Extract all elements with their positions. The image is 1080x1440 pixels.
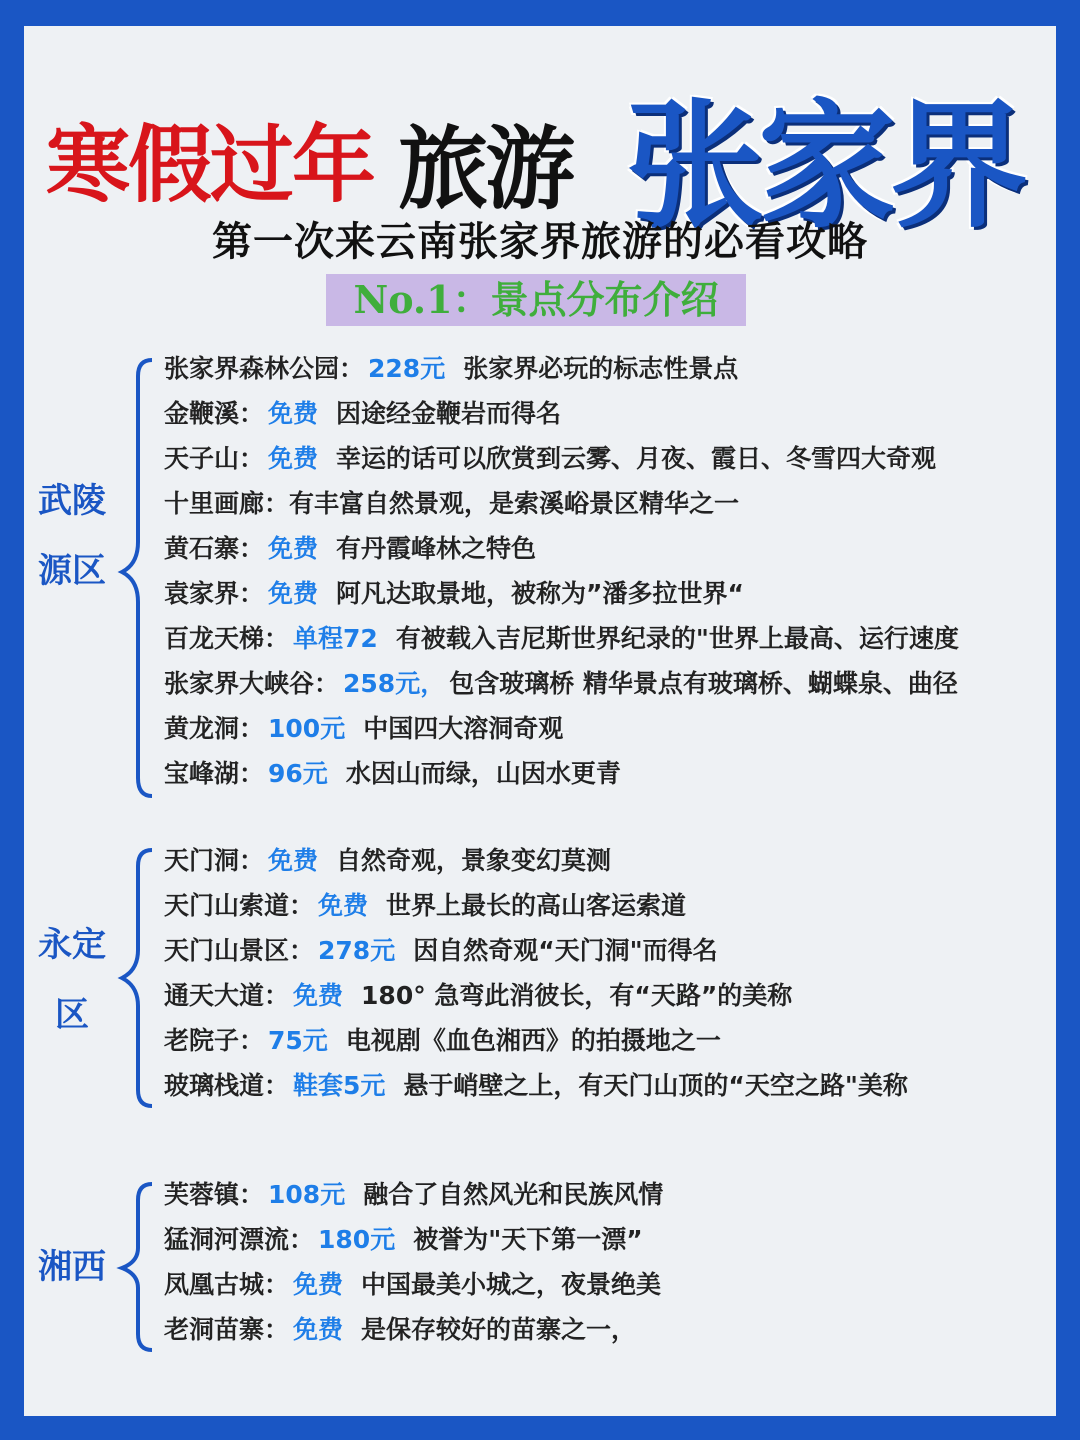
subtitle: 第一次来云南张家界旅游的必看攻略: [212, 219, 868, 265]
list-item: 张家界大峡谷： 258元， 包含玻璃桥 精华景点有玻璃桥、蝴蝶泉、曲径: [164, 669, 958, 698]
list-item: 黄石寨： 免费 有丹霞峰林之特色: [164, 534, 537, 563]
list-item: 袁家界： 免费 阿凡达取景地，被称为”潘多拉世界“: [164, 579, 744, 608]
list-item: 天门山索道： 免费 世界上最长的高山客运索道: [164, 891, 687, 920]
brace-icon: [112, 1172, 162, 1362]
list-item: 金鞭溪： 免费 因途经金鞭岩而得名: [164, 399, 562, 428]
group-yongding: [24, 838, 1056, 1128]
poster: [24, 26, 1056, 1416]
list-item: 百龙天梯： 单程72 有被载入吉尼斯世界纪录的"世界上最高、运行速度: [164, 624, 959, 653]
list-item: 凤凰古城： 免费 中国最美小城之，夜景绝美: [164, 1270, 662, 1299]
section-heading: No.1：景点分布介绍: [326, 274, 746, 326]
list-item: 通天大道： 免费 180° 急弯此消彼长，有“天路”的美称: [164, 981, 793, 1010]
brace-icon: [112, 346, 162, 806]
list-item: 老院子： 75元 电视剧《血色湘西》的拍摄地之一: [164, 1026, 721, 1055]
group-label: 武陵 源区: [38, 481, 106, 591]
list-item: 天门洞： 免费 自然奇观，景象变幻莫测: [164, 846, 612, 875]
list-item: 天子山： 免费 幸运的话可以欣赏到云雾、月夜、霞日、冬雪四大奇观: [164, 444, 937, 473]
list-item: 宝峰湖： 96元 水因山而绿，山因水更青: [164, 759, 621, 788]
list-item: 十里画廊：有丰富自然景观，是索溪峪景区精华之一: [164, 489, 740, 518]
list-item: 玻璃栈道： 鞋套5元 悬于峭壁之上，有天门山顶的“天空之路"美称: [164, 1071, 908, 1100]
group-label: 湘西: [38, 1247, 106, 1287]
brace-icon: [112, 838, 162, 1118]
list-item: 猛洞河漂流： 180元 被誉为"天下第一漂”: [164, 1225, 643, 1254]
list-item: 黄龙洞： 100元 中国四大溶洞奇观: [164, 714, 564, 743]
title-black: 旅游: [398, 117, 572, 222]
list-item: 天门山景区： 278元 因自然奇观“天门洞"而得名: [164, 936, 718, 965]
group-wulingyuan: [24, 346, 1056, 806]
group-xiangxi: [24, 1172, 1056, 1372]
list-item: 张家界森林公园： 228元 张家界必玩的标志性景点: [164, 354, 739, 383]
group-label: 永定 区: [38, 925, 106, 1035]
list-item: 芙蓉镇： 108元 融合了自然风光和民族风情: [164, 1180, 664, 1209]
list-item: 老洞苗寨： 免费 是保存较好的苗寨之一，: [164, 1315, 637, 1344]
title-blue: 张家界: [626, 86, 1023, 247]
title-red: 寒假过年: [46, 116, 375, 214]
